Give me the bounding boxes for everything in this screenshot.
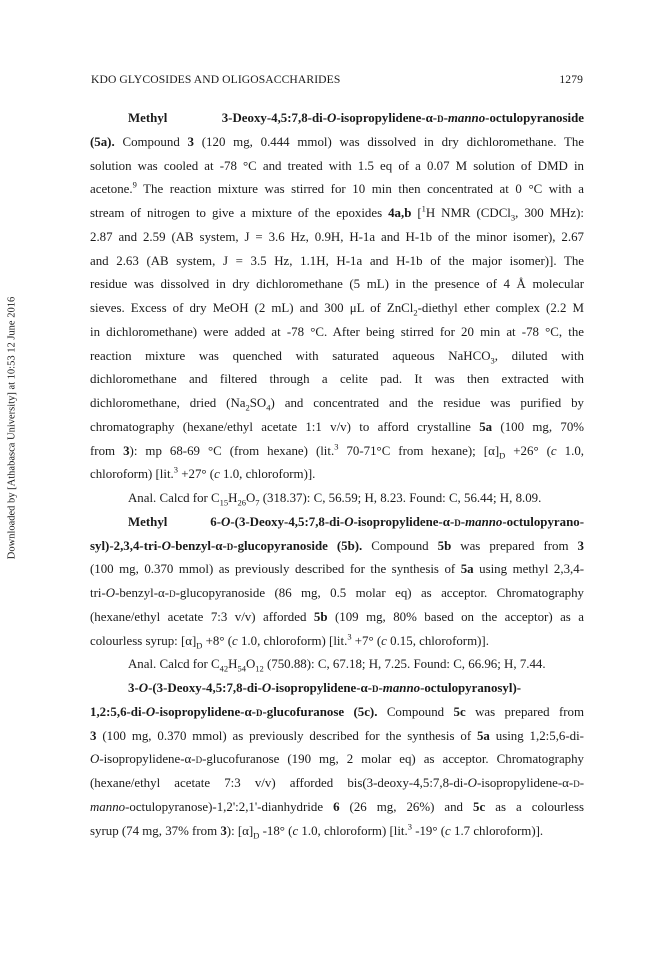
p1-line-3: solution was cooled at -78 °C and treated with 1.5 eq of a 0.07 M solution of DMD in xyxy=(90,158,584,173)
download-watermark xyxy=(4,218,20,638)
p2-line-1: Methyl 6-O-(3-Deoxy-4,5:7,8-di-O-isopropylidene-α-d-manno-octulopyrano- xyxy=(128,514,584,529)
p1-line-9: sieves. Excess of dry MeOH (2 mL) and 300 μL of ZnCl$_2$-diethyl ether complex (2.2 M xyxy=(90,301,584,318)
p3-line-2: 1,2:5,6-di-O-isopropylidene-α-d-glucofuranose (5c). Compound 5c was prepared from xyxy=(90,704,585,719)
download-note: Downloaded by [Athabasca University] at 10:53 12 June 2016 xyxy=(6,296,18,560)
page-number: 1279 xyxy=(559,73,583,86)
p1-line-13: dichloromethane, dried $(Na_2SO_4)$ and concentrated and the residue was purified by xyxy=(90,396,584,413)
p1-line-6: 2.87 and 2.59 (AB system, J = 3.6 Hz, 0.9H, H-1a and H-1b of the minor isomer), 2.67 xyxy=(90,229,584,244)
p1-line-15: from 3): mp 68-69 °C (from hexane) (lit.$^3$ 70-71°C from hexane); $[\alpha]_D +26^\circ$ (c 1.0, xyxy=(90,441,584,461)
p2-line-5: (hexane/ethyl acetate 7:3 v/v) afforded 5b (109 mg, 80% based on the acceptor) as a xyxy=(90,609,584,624)
p3-line-3: 3 (100 mg, 0.370 mmol) as previously described for the synthesis of 5a using 1,2:5,6-di- xyxy=(90,728,584,743)
running-title: KDO GLYCOSIDES AND OLIGOSACCHARIDES xyxy=(91,73,341,86)
p1-line-5: stream of nitrogen to give a mixture of the epoxides 4a,b [$^1$H NMR (CDCl$_3$, 300 MHz): xyxy=(90,203,584,223)
p3-line-4: O-isopropylidene-α-d-glucofuranose (190 mg, 2 molar eq) as acceptor. Chromatography xyxy=(90,752,584,767)
p1-line-11: reaction mixture was quenched with saturated aqueous NaHCO$_3$, diluted with xyxy=(90,348,584,366)
p1-line-2: (5a). Compound 3 (120 mg, 0.444 mmol) was dissolved in dry dichloromethane. The xyxy=(90,134,584,149)
p2-line-4: tri-O-benzyl-α-d-glucopyranoside (86 mg, 0.5 molar eq) as acceptor. Chromatography xyxy=(90,586,584,600)
p1-line-16: chloroform) [lit.$^3$ +27° (c 1.0, chloroform)]. xyxy=(90,464,316,482)
p3-line-1: 3-O-(3-Deoxy-4,5:7,8-di-O-isopropylidene-α-d-manno-octulopyranosyl)- xyxy=(128,681,522,695)
article-body xyxy=(90,107,584,843)
p3-line-5: (hexane/ethyl acetate 7:3 v/v) afforded bis(3-deoxy-4,5:7,8-di-O-isopropylidene-α-d- xyxy=(90,776,584,790)
p2-line-3: (100 mg, 0.370 mmol) as previously described for the synthesis of 5a using methyl 2,3,4- xyxy=(90,562,584,577)
p2-line-6: colourless syrup: $[\alpha]_D +8^\circ$ (c 1.0, chloroform) [lit.$^3$ +7° (c 0.15, chloroform)]. xyxy=(90,631,489,651)
p1-line-7: and 2.63 (AB system, J = 3.5 Hz, 1.1H, H-1a and H-1b of the major isomer)]. The xyxy=(90,253,584,268)
p1-line-10: in dichloromethane) were added at -78 °C. After being stirred for 20 min at -78 °C, the xyxy=(90,324,584,339)
p2-line-2: syl)-2,3,4-tri-O-benzyl-α-d-glucopyranoside (5b). Compound 5b was prepared from 3 xyxy=(90,538,584,553)
p1-line-14: chromatography (hexane/ethyl acetate 1:1 v/v) to afford crystalline 5a (100 mg, 70% xyxy=(90,419,584,434)
p1-analysis: Anal. Calcd for $C_{15}H_{26}O_7$ (318.37): C, 56.59; H, 8.23. Found: C, 56.44; H, 8.09. xyxy=(128,491,542,508)
p1-line-1: Methyl 3-Deoxy-4,5:7,8-di-O-isopropylidene-α-d-manno-octulopyranoside xyxy=(128,111,584,125)
p3-line-6: manno-octulopyranose)-1,2':2,1'-dianhydride 6 (26 mg, 26%) and 5c as a colourless xyxy=(90,799,584,814)
p1-title-word: Methyl xyxy=(128,111,168,125)
p1-line-8: residue was dissolved in dry dichloromethane (5 mL) in the presence of 4 Å molecular xyxy=(90,277,584,292)
running-header xyxy=(91,73,583,91)
p2-analysis: Anal. Calcd for $C_{42}H_{54}O_{12}$ (750.88): C, 67.18; H, 7.25. Found: C, 66.96; H, 7.44. xyxy=(128,657,546,674)
p1-line-4: acetone.$^9$ The reaction mixture was stirred for 10 min then concentrated at 0 °C with a xyxy=(90,179,584,197)
p1-line-12: dichloromethane and filtered through a celite pad. It was then extracted with xyxy=(90,372,584,387)
p3-line-7: syrup (74 mg, 37% from 3): $[\alpha]_D$ -18° (c 1.0, chloroform) [lit.$^3$ -19° (c 1.7 chloroform)]. xyxy=(90,821,544,841)
